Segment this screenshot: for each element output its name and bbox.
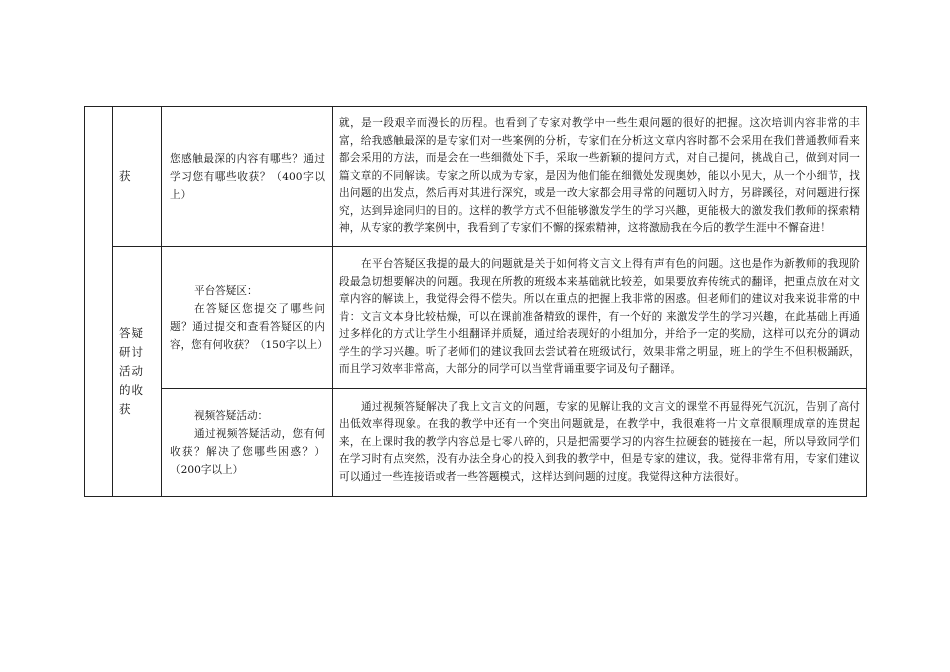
answer-cell [333, 107, 867, 247]
question-text: 通过视频答疑活动，您有何收获？解决了您哪些困惑？）（200字以上） [170, 427, 325, 476]
table-row [85, 107, 867, 247]
question-cell [162, 389, 333, 497]
table-row [85, 389, 867, 497]
question-title: 视频答疑活动： [194, 409, 269, 422]
question-text: 在答疑区您提交了哪些问题？通过提交和查看答疑区的内容，您有何收获？（150字以上） [170, 302, 328, 351]
question-text: 您感触最深的内容有哪些？通过学习您有哪些收获？（400字以上） [170, 152, 325, 201]
blank-index-cell [85, 107, 113, 497]
training-report-table [84, 106, 867, 497]
answer-text: 通过视频答疑解决了我上文言文的问题，专家的见解让我的文言文的课堂不再显得死气沉沉，告别了高付出低效率得现象。在我的教学中还有一个突出问题就是，在教学中，我很难将一片文章很顺理成章的连贯起来，在上课时我的教学内容总是七零八碎的，只是把需要学习的内容生拉硬套的链接在一起，所以导致同学们在学习时有点突然，没有办法全身心的投入到我的教学中，但是专家的建议，我。觉得非常有用，专家们建议可以通过一些连接语或者一些答题模式，这样达到问题的过度。我觉得这种方法很好。 [339, 400, 860, 483]
category-cell: 答疑研讨活动的收获 [113, 247, 162, 497]
question-title: 平台答疑区： [194, 284, 258, 297]
table-row [85, 247, 867, 389]
category-cell: 获 [113, 107, 162, 247]
answer-cell [333, 247, 867, 389]
answer-text: 在平台答疑区我提的最大的问题就是关于如何将文言文上得有声有色的问题。这也是作为新教师的我现阶段最急切想要解决的问题。我现在所教的班级本来基础就比较差，如果要放弃传统式的翻译，把重点放在对文章内容的解读上，我觉得会得不偿失。所以在重点的把握上我非常的困惑。但老师们的建议对我来说非常的中肯：文言文本身比较枯燥，可以在课前准备精致的课件，有一个好的 来激发学生的学习兴趣，在此基础上再通过多样化的方式让学生小组翻译并质疑，通过给表现好的小组加分，并给予一定的奖励，这样可以充分的调动学生的学习兴趣。听了老师们的建议我回去尝试着在班级试行，效果非常之明显，班上的学生不但积极踊跃，而且学习效率非常高，大部分的同学可以当堂背诵重要字词及句子翻译。 [339, 257, 860, 376]
answer-cell [333, 389, 867, 497]
question-cell [162, 247, 333, 389]
answer-text: 就，是一段艰辛而漫长的历程。也看到了专家对教学中一些生艰问题的很好的把握。这次培训内容非常的丰富，给我感触最深的是专家们对一些案例的分析，专家们在分析这文章内容时都不会采用在我们普通教师看来都会采用的方法，而是会在一些细微处下手，采取一些新颖的提问方式，对自己提问，挑战自己，做到对同一篇文章的不同解读。专家之所以成为专家，是因为他们能在细微处发现奥妙，能以小见大，从一个小细节，找出问题的出发点，然后再对其进行深究，或是一改大家都会用寻常的问题切入时方，另辟蹊径，对问题进行探究，达到异途同归的目的。这样的教学方式不但能够激发学生的学习兴趣，更能极大的激发我们教师的探索精神，从专家的教学案例中，我看到了专家们不懈的探索精神，这将激励我在今后的教学生涯中不懈奋进！ [339, 116, 860, 235]
question-cell [162, 107, 333, 247]
